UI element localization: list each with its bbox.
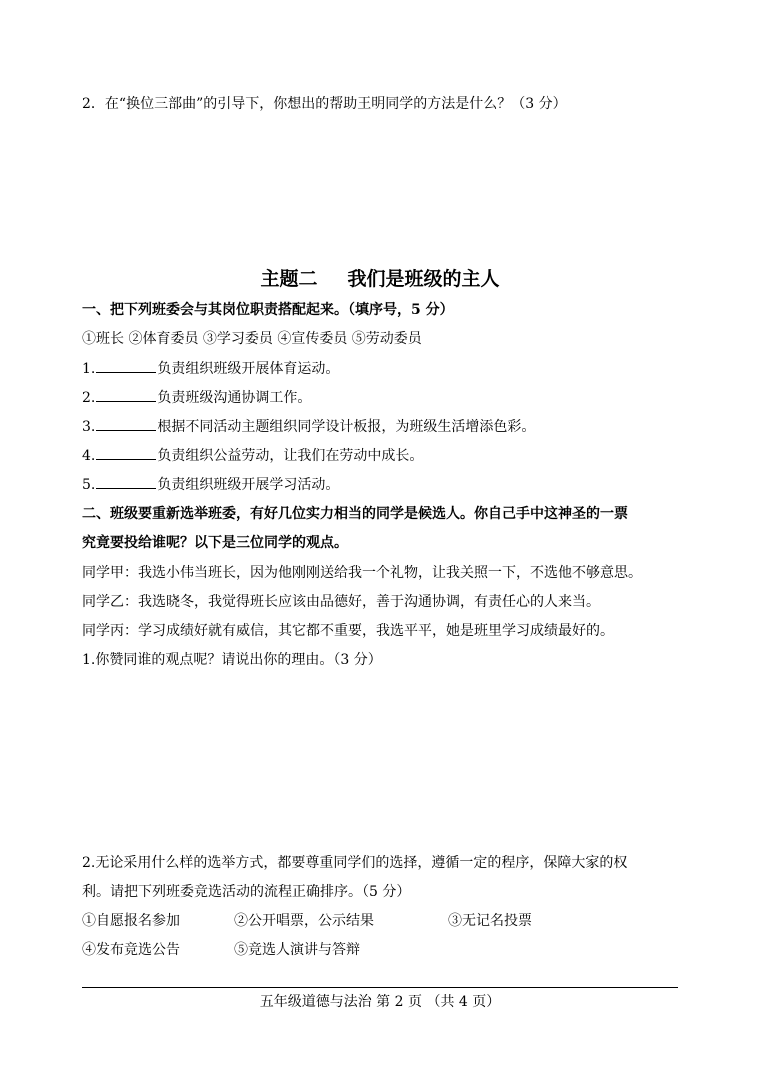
item-number: 4. <box>82 448 96 464</box>
answer-blank[interactable] <box>96 387 156 402</box>
student-view: 同学丙：学习成绩好就有威信，其它都不重要，我选平平，她是班里学习成绩最好的。 <box>82 623 614 639</box>
student-view: 同学甲：我选小伟当班长，因为他刚刚送给我一个礼物，让我关照一下，不选他不够意思。 <box>82 565 642 581</box>
item-number: 1. <box>82 361 96 377</box>
step-item: ③无记名投票 <box>448 913 532 929</box>
part2-heading-line2: 究竟要投给谁呢？以下是三位同学的观点。 <box>82 535 348 551</box>
answer-blank[interactable] <box>96 416 156 431</box>
part2-question-1: 1.你赞同谁的观点呢？请说出你的理由。（3 分） <box>82 652 382 668</box>
part2-question-2-line1: 2.无论采用什么样的选举方式，都要尊重同学们的选择，遵循一定的程序，保障大家的权 <box>82 855 628 871</box>
section-title-left: 主题二 <box>260 268 318 290</box>
answer-blank[interactable] <box>96 474 156 489</box>
item-text: 负责班级沟通协调工作。 <box>157 390 312 406</box>
section-title <box>0 266 760 292</box>
item-number: 3. <box>82 419 96 435</box>
footer-divider <box>82 987 678 988</box>
step-item: ②公开唱票，公示结果 <box>234 913 374 929</box>
item-number: 5. <box>82 477 96 493</box>
part2-question-2-line2: 利。请把下列班委竞选活动的流程正确排序。（5 分） <box>82 884 411 900</box>
part1-item <box>82 387 311 408</box>
section-title-right: 我们是班级的主人 <box>347 268 500 290</box>
item-text: 负责组织班级开展学习活动。 <box>157 477 340 493</box>
item-text: 根据不同活动主题组织同学设计板报，为班级生活增添色彩。 <box>157 419 536 435</box>
part1-options: ①班长 ②体育委员 ③学习委员 ④宣传委员 ⑤劳动委员 <box>82 331 422 347</box>
step-item: ⑤竞选人演讲与答辩 <box>234 942 360 958</box>
step-item: ④发布竞选公告 <box>82 942 180 958</box>
step-item: ①自愿报名参加 <box>82 913 180 929</box>
student-view: 同学乙：我选晓冬，我觉得班长应该由品德好，善于沟通协调，有责任心的人来当。 <box>82 594 600 610</box>
part1-item <box>82 416 535 437</box>
part1-item <box>82 445 423 466</box>
item-text: 负责组织公益劳动，让我们在劳动中成长。 <box>157 448 424 464</box>
answer-blank[interactable] <box>96 358 156 373</box>
page-footer: 五年级道德与法治 第 2 页 （共 4 页） <box>259 994 501 1010</box>
question-2-text: 2．在“换位三部曲”的引导下，你想出的帮助王明同学的方法是什么？（3 分） <box>82 96 567 112</box>
answer-blank[interactable] <box>96 445 156 460</box>
part1-item <box>82 474 339 495</box>
part1-heading: 一、把下列班委会与其岗位职责搭配起来。（填序号，5 分） <box>82 302 454 318</box>
part1-item <box>82 358 339 379</box>
item-number: 2. <box>82 390 96 406</box>
part2-heading-line1: 二、班级要重新选举班委，有好几位实力相当的同学是候选人。你自己手中这神圣的一票 <box>82 506 628 522</box>
item-text: 负责组织班级开展体育运动。 <box>157 361 340 377</box>
